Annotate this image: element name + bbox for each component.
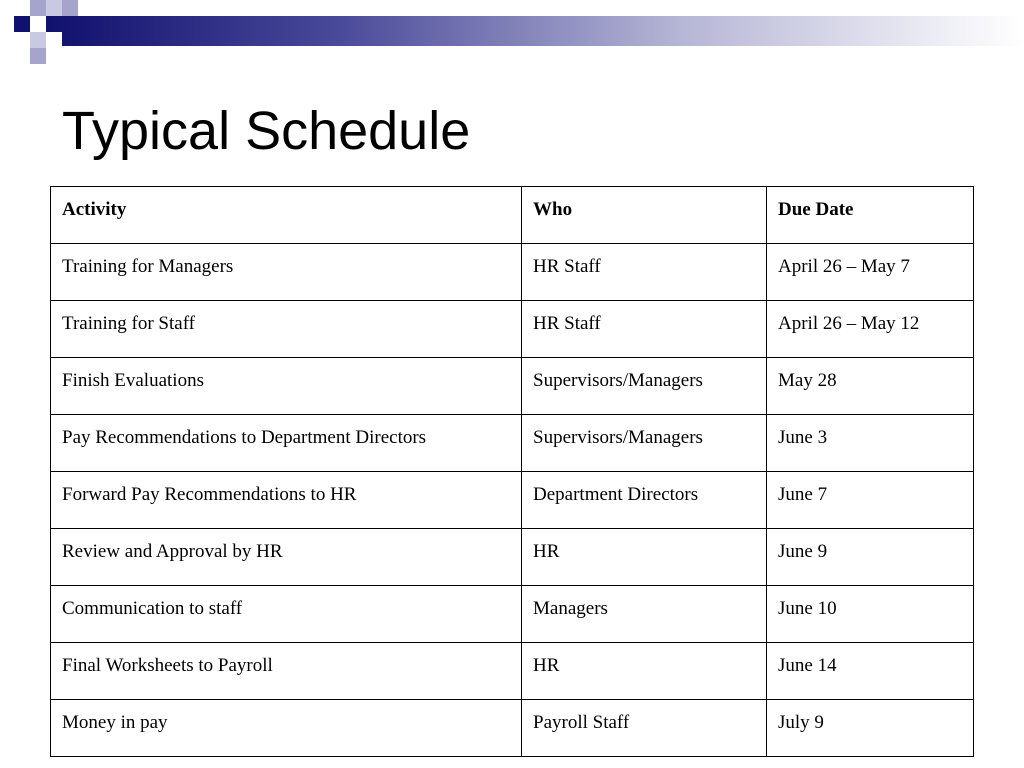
cell-who: HR Staff: [522, 301, 767, 358]
table-row: [51, 643, 974, 700]
table-row: [51, 358, 974, 415]
table-row: [51, 244, 974, 301]
decorative-square: [30, 0, 46, 16]
table-row: [51, 700, 974, 757]
cell-who: HR: [522, 643, 767, 700]
header-activity: Activity: [51, 187, 522, 244]
header-decoration: [0, 0, 1024, 64]
cell-who: HR: [522, 529, 767, 586]
cell-activity: Finish Evaluations: [51, 358, 522, 415]
slide-title: Typical Schedule: [62, 101, 471, 161]
cell-who: Supervisors/Managers: [522, 358, 767, 415]
cell-who: Department Directors: [522, 472, 767, 529]
table-row: [51, 301, 974, 358]
decorative-square: [14, 16, 30, 32]
decorative-square: [30, 32, 46, 48]
decorative-square: [46, 32, 62, 48]
cell-due-date: April 26 – May 12: [767, 301, 974, 358]
cell-due-date: June 14: [767, 643, 974, 700]
cell-who: Supervisors/Managers: [522, 415, 767, 472]
table-row: [51, 472, 974, 529]
cell-due-date: June 9: [767, 529, 974, 586]
cell-due-date: April 26 – May 7: [767, 244, 974, 301]
cell-who: HR Staff: [522, 244, 767, 301]
cell-due-date: May 28: [767, 358, 974, 415]
cell-activity: Communication to staff: [51, 586, 522, 643]
decorative-square: [62, 0, 78, 16]
cell-due-date: June 10: [767, 586, 974, 643]
table-row: [51, 529, 974, 586]
cell-activity: Training for Managers: [51, 244, 522, 301]
cell-who: Managers: [522, 586, 767, 643]
cell-activity: Review and Approval by HR: [51, 529, 522, 586]
cell-activity: Training for Staff: [51, 301, 522, 358]
decorative-square: [30, 48, 46, 64]
table-row: [51, 586, 974, 643]
cell-due-date: July 9: [767, 700, 974, 757]
header-due-date: Due Date: [767, 187, 974, 244]
header-gradient-bar: [46, 16, 1024, 46]
cell-due-date: June 3: [767, 415, 974, 472]
cell-who: Payroll Staff: [522, 700, 767, 757]
cell-activity: Pay Recommendations to Department Directors: [51, 415, 522, 472]
cell-due-date: June 7: [767, 472, 974, 529]
table-row: [51, 415, 974, 472]
schedule-table: [50, 186, 974, 757]
header-who: Who: [522, 187, 767, 244]
cell-activity: Final Worksheets to Payroll: [51, 643, 522, 700]
table-header-row: [51, 187, 974, 244]
cell-activity: Forward Pay Recommendations to HR: [51, 472, 522, 529]
decorative-square: [46, 0, 62, 16]
cell-activity: Money in pay: [51, 700, 522, 757]
